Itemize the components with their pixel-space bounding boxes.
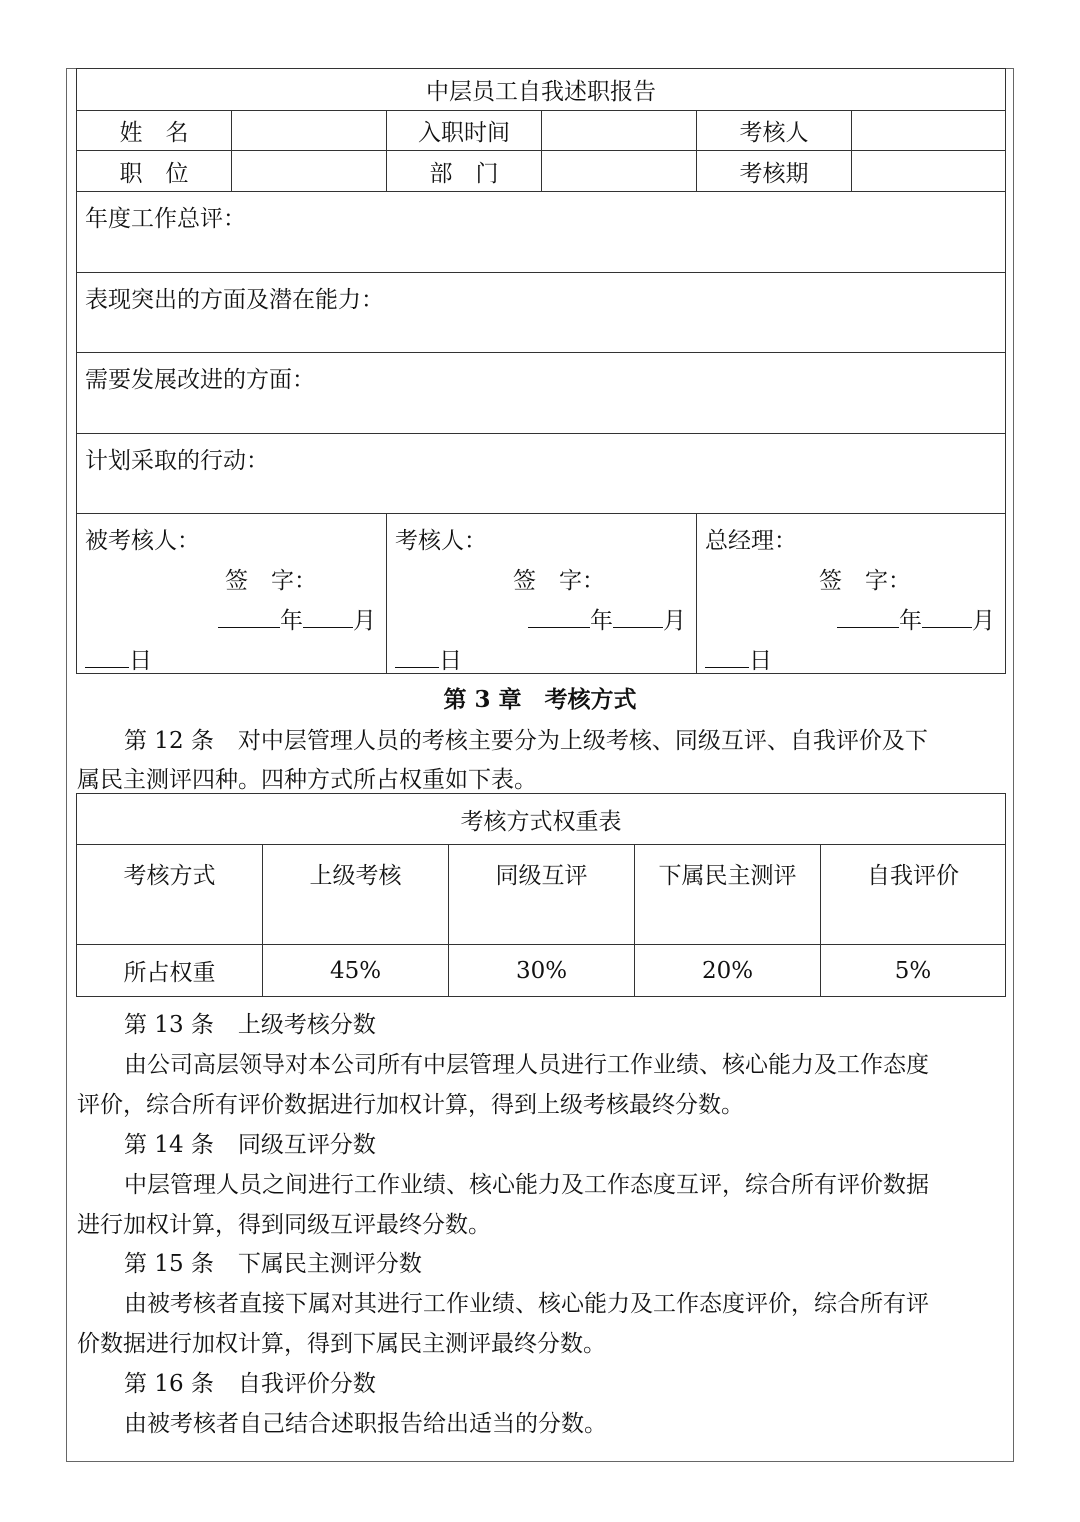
reviewer-field[interactable] <box>852 111 1006 151</box>
department-label: 部 门 <box>387 151 542 192</box>
signer-label: 总经理： <box>705 528 797 554</box>
section-action-plan[interactable] <box>77 434 1006 514</box>
sign-label: 签 字： <box>513 568 605 594</box>
article-16-heading: 第 16 条 自我评价分数 <box>124 1371 376 1397</box>
signature-general-manager[interactable] <box>697 514 1006 674</box>
header-cell: 考核方式 <box>77 845 263 945</box>
article-14-line1: 中层管理人员之间进行工作业绩、核心能力及工作态度互评，综合所有评价数据 <box>124 1172 929 1198</box>
position-label: 职 位 <box>77 151 232 192</box>
weight-table-title: 考核方式权重表 <box>77 794 1006 845</box>
row-label: 所占权重 <box>77 945 263 997</box>
section-label: 计划采取的行动： <box>85 448 269 474</box>
section-annual-summary[interactable] <box>77 192 1006 273</box>
sign-label: 签 字： <box>225 568 317 594</box>
article-12-line2: 属民主测评四种。四种方式所占权重如下表。 <box>77 767 537 793</box>
article-12-line1: 第 12 条 对中层管理人员的考核主要分为上级考核、同级互评、自我评价及下 <box>124 728 928 754</box>
weight-value: 45% <box>263 945 449 997</box>
name-field[interactable] <box>232 111 387 151</box>
review-period-field[interactable] <box>852 151 1006 192</box>
reviewer-label: 考核人 <box>697 111 852 151</box>
signature-reviewer[interactable] <box>387 514 697 674</box>
article-15-heading: 第 15 条 下属民主测评分数 <box>124 1251 422 1277</box>
section-label: 年度工作总评： <box>85 206 246 232</box>
article-13-line1: 由公司高层领导对本公司所有中层管理人员进行工作业绩、核心能力及工作态度 <box>124 1052 929 1078</box>
article-16-line1: 由被考核者自己结合述职报告给出适当的分数。 <box>124 1411 607 1437</box>
header-cell: 下属民主测评 <box>635 845 821 945</box>
weight-value: 5% <box>821 945 1006 997</box>
section-label: 表现突出的方面及潜在能力： <box>85 287 384 313</box>
weight-value: 20% <box>635 945 821 997</box>
day-line: 日 <box>395 642 462 675</box>
day-line: 日 <box>705 642 772 675</box>
review-period-label: 考核期 <box>697 151 852 192</box>
name-label: 姓 名 <box>77 111 232 151</box>
article-15-line1: 由被考核者直接下属对其进行工作业绩、核心能力及工作态度评价，综合所有评 <box>124 1291 929 1317</box>
section-improvements[interactable] <box>77 353 1006 434</box>
article-14-heading: 第 14 条 同级互评分数 <box>124 1132 376 1158</box>
sign-label: 签 字： <box>819 568 911 594</box>
department-field[interactable] <box>542 151 697 192</box>
section-label: 需要发展改进的方面： <box>85 367 315 393</box>
signature-reviewee[interactable] <box>77 514 387 674</box>
header-cell: 同级互评 <box>449 845 635 945</box>
position-field[interactable] <box>232 151 387 192</box>
article-13-line2: 评价，综合所有评价数据进行加权计算，得到上级考核最终分数。 <box>77 1092 744 1118</box>
weight-table <box>76 793 1006 997</box>
header-cell: 自我评价 <box>821 845 1006 945</box>
signer-label: 被考核人： <box>85 528 200 554</box>
article-13-heading: 第 13 条 上级考核分数 <box>124 1012 376 1038</box>
article-14-line2: 进行加权计算，得到同级互评最终分数。 <box>77 1212 491 1238</box>
day-line: 日 <box>85 642 152 675</box>
year-month-line: 年 月 <box>528 602 686 635</box>
report-title: 中层员工自我述职报告 <box>77 69 1006 111</box>
hire-date-label: 入职时间 <box>387 111 542 151</box>
article-label: 第 12 条 <box>124 728 214 754</box>
header-cell: 上级考核 <box>263 845 449 945</box>
article-15-line2: 价数据进行加权计算，得到下属民主测评最终分数。 <box>77 1331 606 1357</box>
signer-label: 考核人： <box>395 528 487 554</box>
self-report-form <box>76 68 1006 674</box>
section-strengths[interactable] <box>77 273 1006 353</box>
year-month-line: 年 月 <box>837 602 995 635</box>
chapter-title: 第 3 章 考核方式 <box>443 686 637 713</box>
weight-value: 30% <box>449 945 635 997</box>
hire-date-field[interactable] <box>542 111 697 151</box>
year-month-line: 年 月 <box>218 602 376 635</box>
